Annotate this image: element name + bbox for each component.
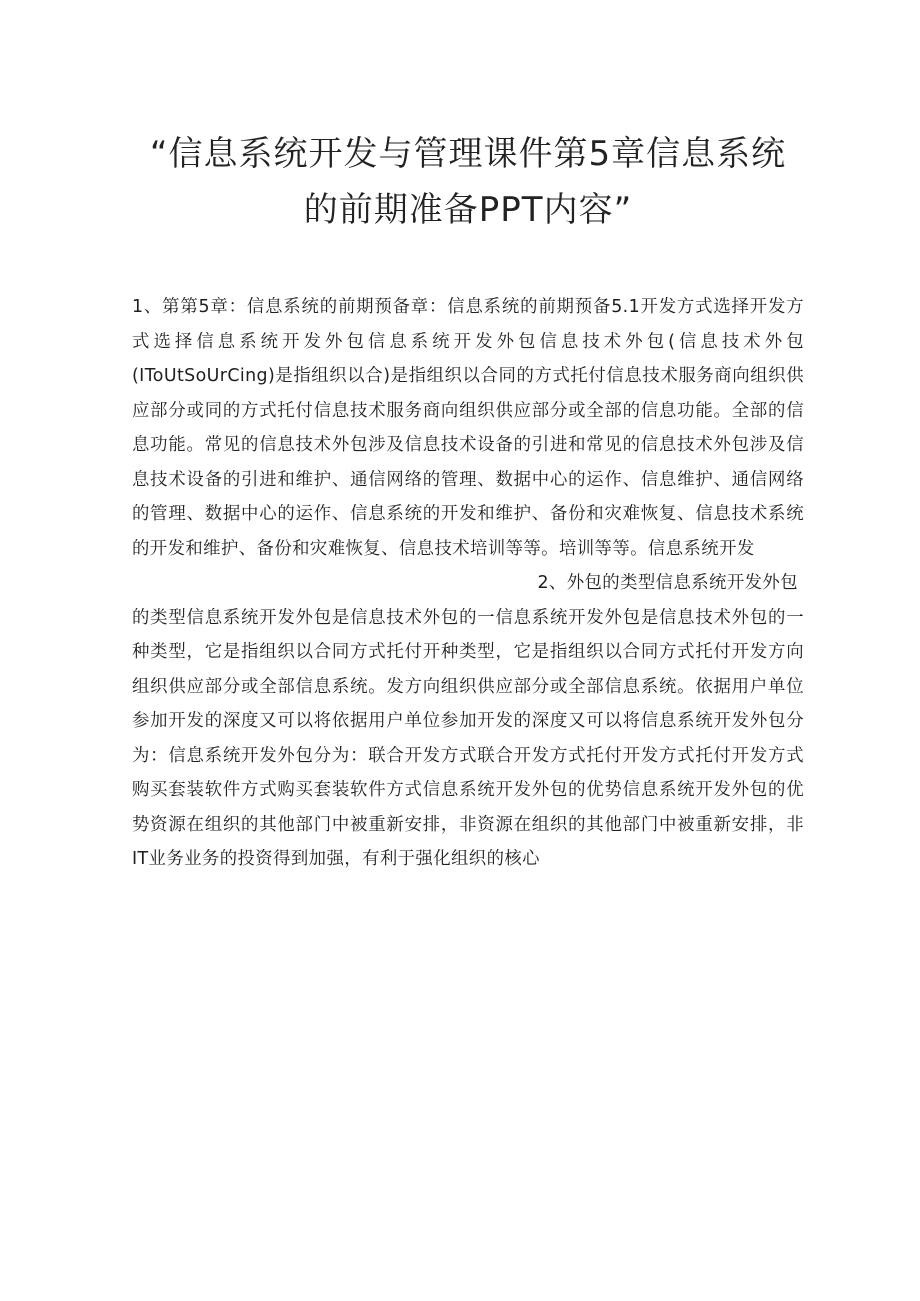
paragraph-2: 的类型信息系统开发外包是信息技术外包的一信息系统开发外包是信息技术外包的一种类型，它是指组织以合同方式托付开种类型，它是指组织以合同方式托付开发方向组织供应部分或全部信息系统。发方向组织供应部分或全部信息系统。依据用户单位参加开发的深度又可以将依据用户单位参加开发的深度又可以将信息系统开发外包分为：信息系统开发外包分为：联合开发方式联合开发方式托付开发方式托付开发方式购买套装软件方式购买套装软件方式信息系统开发外包的优势信息系统开发外包的优势资源在组织的其他部门中被重新安排，非资源在组织的其他部门中被重新安排，非IT业务业务的投资得到加强，有利于强化组织的核心 <box>132 607 804 869</box>
paragraph-2-lead: 2、外包的类型信息系统开发外包 <box>537 573 798 593</box>
title-line-2: 的前期准备PPT内容” <box>303 190 633 230</box>
document-body <box>132 290 804 877</box>
paragraph-1: 1、第第5章：信息系统的前期预备章：信息系统的前期预备5.1开发方式选择开发方式选择信息系统开发外包信息系统开发外包信息技术外包(信息技术外包(IToUtSoUrCing)是指组织以合)是指组织以合同的方式托付信息技术服务商向组织供应部分或同的方式托付信息技术服务商向组织供应部分或全部的信息功能。全部的信息功能。常见的信息技术外包涉及信息技术设备的引进和常见的信息技术外包涉及信息技术设备的引进和维护、通信网络的管理、数据中心的运作、信息维护、通信网络的管理、数据中心的运作、信息系统的开发和维护、备份和灾难恢复、信息技术系统的开发和维护、备份和灾难恢复、信息技术培训等等。培训等等。信息系统开发 <box>132 297 804 559</box>
title-line-1: “信息系统开发与管理课件第5章信息系统 <box>149 134 787 174</box>
document-title <box>132 126 804 238</box>
